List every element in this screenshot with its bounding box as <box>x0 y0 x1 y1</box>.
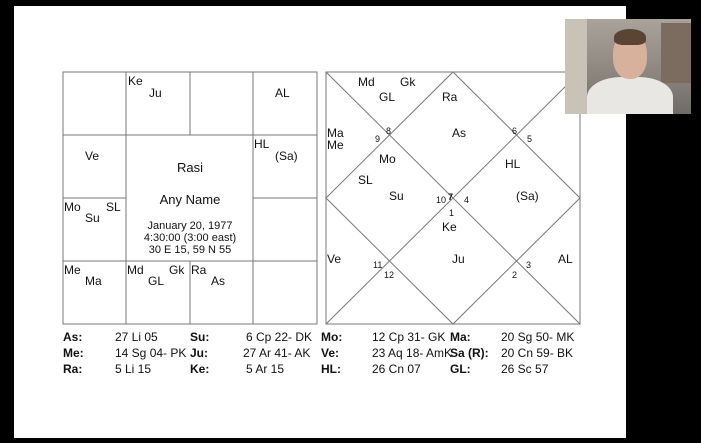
rasi-ma: Ma <box>85 274 102 288</box>
pos-value-gl: 26 Sc 57 <box>501 362 549 376</box>
pos-value-su: 6 Cp 22- DK <box>246 330 313 344</box>
pos-value-ju: 27 Ar 41- AK <box>243 346 311 360</box>
rasi-hl: HL <box>254 137 270 151</box>
diamond-me: Me <box>327 138 344 152</box>
pos-label-hl: HL: <box>321 362 341 376</box>
pos-label-ma: Ma: <box>450 330 471 344</box>
pos-value-mo: 12 Cp 31- GK <box>372 330 446 344</box>
rasi-su: Su <box>85 211 100 225</box>
pos-label-gl: GL: <box>450 362 471 376</box>
rasi-title: Rasi <box>176 160 204 175</box>
house-9: 9 <box>375 134 381 144</box>
pos-label-me: Me: <box>63 346 84 360</box>
diamond-ra: Ra <box>442 90 458 104</box>
presenter-shirt <box>587 77 673 114</box>
diamond-as: As <box>452 126 467 140</box>
rasi-mo: Mo <box>64 200 81 214</box>
rasi-ke: Ke <box>128 74 143 88</box>
pos-label-ju: Ju: <box>190 346 208 360</box>
pos-value-as: 27 Li 05 <box>115 330 158 344</box>
diamond-hl: HL <box>505 157 521 171</box>
rasi-ju: Ju <box>149 86 162 100</box>
rasi-me: Me <box>64 263 81 277</box>
webcam-background-shelf <box>661 23 691 83</box>
diamond-ke: Ke <box>442 220 457 234</box>
house-12: 12 <box>384 270 395 280</box>
native-name: Any Name <box>159 192 221 207</box>
webcam-curtain <box>565 19 587 114</box>
house-7: 7 <box>448 192 454 202</box>
rasi-gl: GL <box>148 274 165 288</box>
diamond-ma: Ma <box>327 126 344 140</box>
rasi-al: AL <box>275 86 290 100</box>
diamond-gk: Gk <box>400 75 416 89</box>
pos-label-sa: Sa (R): <box>450 346 489 360</box>
rasi-sl: SL <box>106 200 121 214</box>
pos-value-hl: 26 Cn 07 <box>372 362 421 376</box>
rasi-center <box>144 160 236 256</box>
diamond-su: Su <box>389 189 404 203</box>
birth-coords: 30 E 15, 59 N 55 <box>148 244 232 256</box>
house-5: 5 <box>527 134 533 144</box>
house-6: 6 <box>512 126 518 136</box>
house-3: 3 <box>526 260 532 270</box>
birth-date: January 20, 1977 <box>147 220 233 232</box>
diamond-planets <box>327 75 573 266</box>
pos-value-ma: 20 Sg 50- MK <box>501 330 575 344</box>
rasi-ra: Ra <box>191 263 207 277</box>
diamond-sa: (Sa) <box>516 189 539 203</box>
pos-value-ke: 5 Ar 15 <box>246 362 285 376</box>
diamond-ve: Ve <box>327 252 342 266</box>
rasi-ve: Ve <box>85 149 100 163</box>
pos-value-sa: 20 Cn 59- BK <box>501 346 574 360</box>
pos-label-as: As: <box>63 330 83 344</box>
presenter-hair <box>614 29 646 45</box>
diamond-gl: GL <box>379 90 396 104</box>
diamond-ju: Ju <box>452 252 465 266</box>
webcam-overlay <box>565 19 691 114</box>
birth-time: 4:30:00 (3:00 east) <box>143 232 237 244</box>
rasi-gk: Gk <box>169 263 185 277</box>
house-2: 2 <box>512 270 518 280</box>
house-11: 11 <box>373 260 383 270</box>
rasi-sa: (Sa) <box>275 149 298 163</box>
pos-label-ke: Ke: <box>190 362 210 376</box>
pos-value-me: 14 Sg 04- PK <box>115 346 187 360</box>
pos-label-su: Su: <box>190 330 210 344</box>
diamond-md: Md <box>358 75 375 89</box>
diamond-mo: Mo <box>379 152 396 166</box>
pos-value-ve: 23 Aq 18- AmK <box>372 346 453 360</box>
rasi-md: Md <box>127 263 144 277</box>
slide <box>14 6 626 438</box>
house-1: 1 <box>449 208 455 218</box>
diamond-al: AL <box>558 252 573 266</box>
house-10: 10 <box>436 195 447 205</box>
diamond-sl: SL <box>358 173 373 187</box>
house-4: 4 <box>464 195 470 205</box>
house-8: 8 <box>386 126 392 136</box>
pos-label-ra: Ra: <box>63 362 83 376</box>
pos-label-ve: Ve: <box>321 346 340 360</box>
rasi-as: As <box>211 274 226 288</box>
pos-value-ra: 5 Li 15 <box>115 362 152 376</box>
pos-label-mo: Mo: <box>321 330 343 344</box>
